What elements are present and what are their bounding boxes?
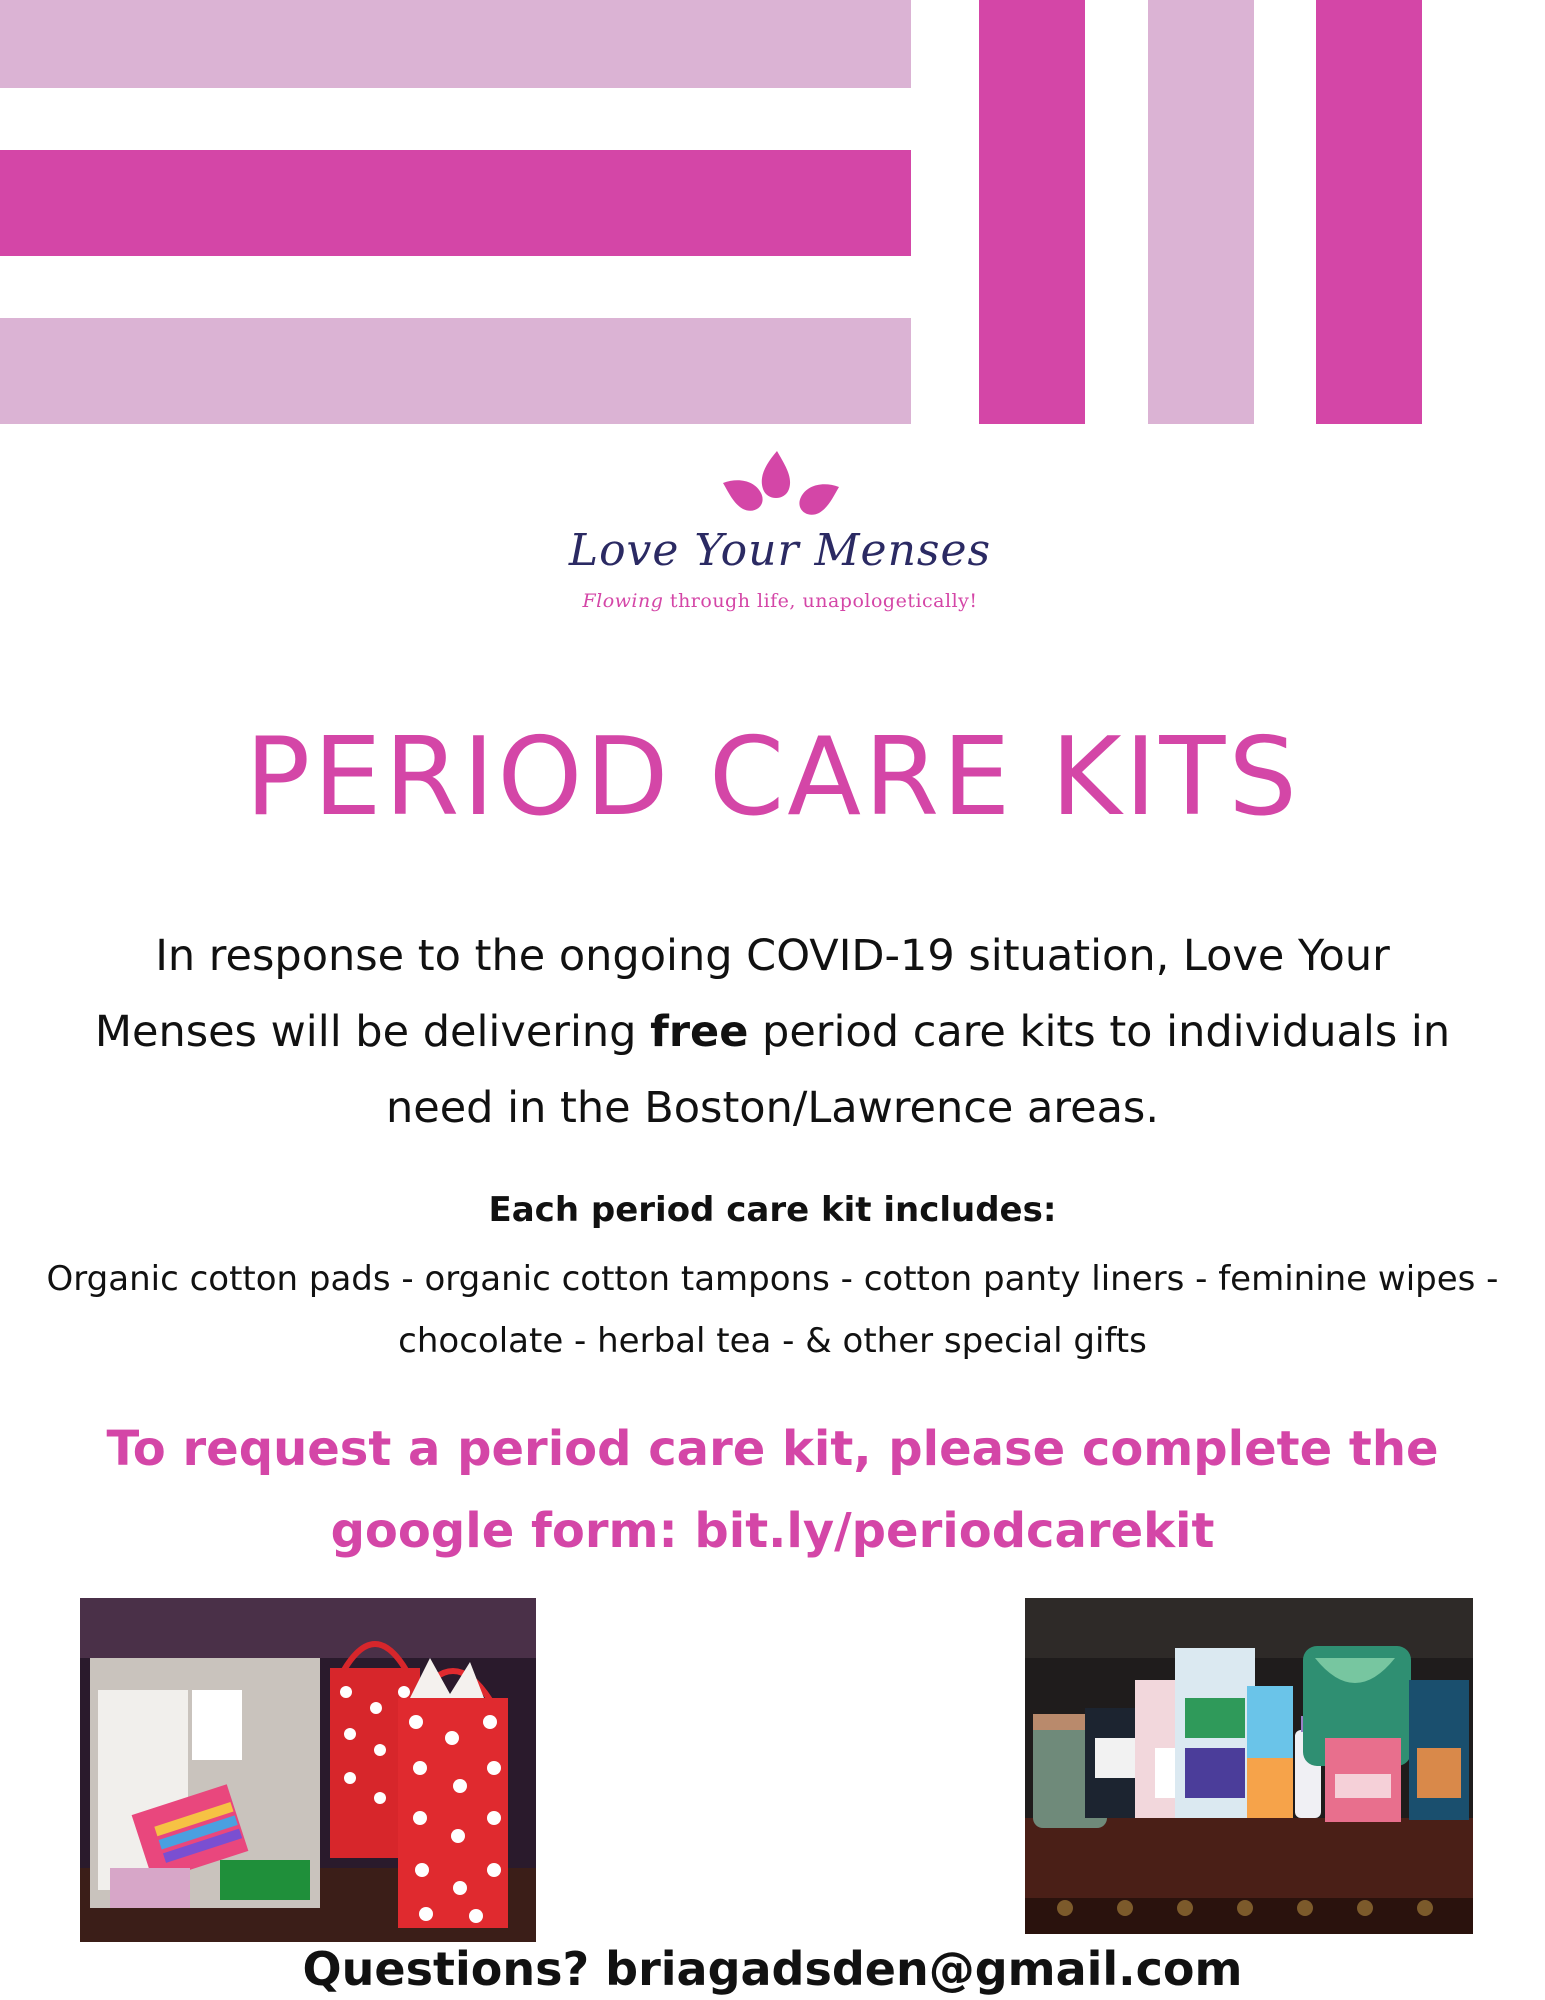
kit-items: Organic cotton pads - organic cotton tampons - cotton panty liners - feminine wipes - chocolate - herbal tea - & other special gifts xyxy=(46,1259,1499,1361)
tagline-rest: through life, unapologetically! xyxy=(663,590,978,612)
tagline-italic: Flowing xyxy=(582,590,664,612)
kit-photo-bags xyxy=(80,1598,536,1942)
stripe-vertical-3 xyxy=(1316,0,1422,424)
brand-name: Love Your Menses xyxy=(568,525,992,576)
intro-before: In response to the ongoing COVID-19 situation, Love Your Menses will be delivering xyxy=(94,931,1390,1057)
stripe-vertical-2 xyxy=(1148,0,1254,424)
droplets-icon xyxy=(715,447,845,527)
page-title: PERIOD CARE KITS xyxy=(245,715,1300,840)
request-cta: To request a period care kit, please complete the google form: bit.ly/periodcarekit xyxy=(106,1421,1439,1559)
stripe-vertical-1 xyxy=(979,0,1085,424)
intro-bold: free xyxy=(650,1007,749,1057)
stripe-horizontal-middle xyxy=(0,150,911,256)
brand-logo xyxy=(560,447,1000,647)
intro-after: period care kits to individuals in need in the Boston/Lawrence areas. xyxy=(386,1007,1451,1133)
stripe-horizontal-top xyxy=(0,0,911,88)
kit-photo-products xyxy=(1025,1598,1473,1934)
stripe-horizontal-bottom xyxy=(0,318,911,424)
kit-heading: Each period care kit includes: xyxy=(488,1190,1057,1230)
intro-paragraph xyxy=(90,918,1455,1146)
contact-line: Questions? briagadsden@gmail.com xyxy=(302,1942,1243,1996)
brand-tagline xyxy=(560,590,1000,612)
